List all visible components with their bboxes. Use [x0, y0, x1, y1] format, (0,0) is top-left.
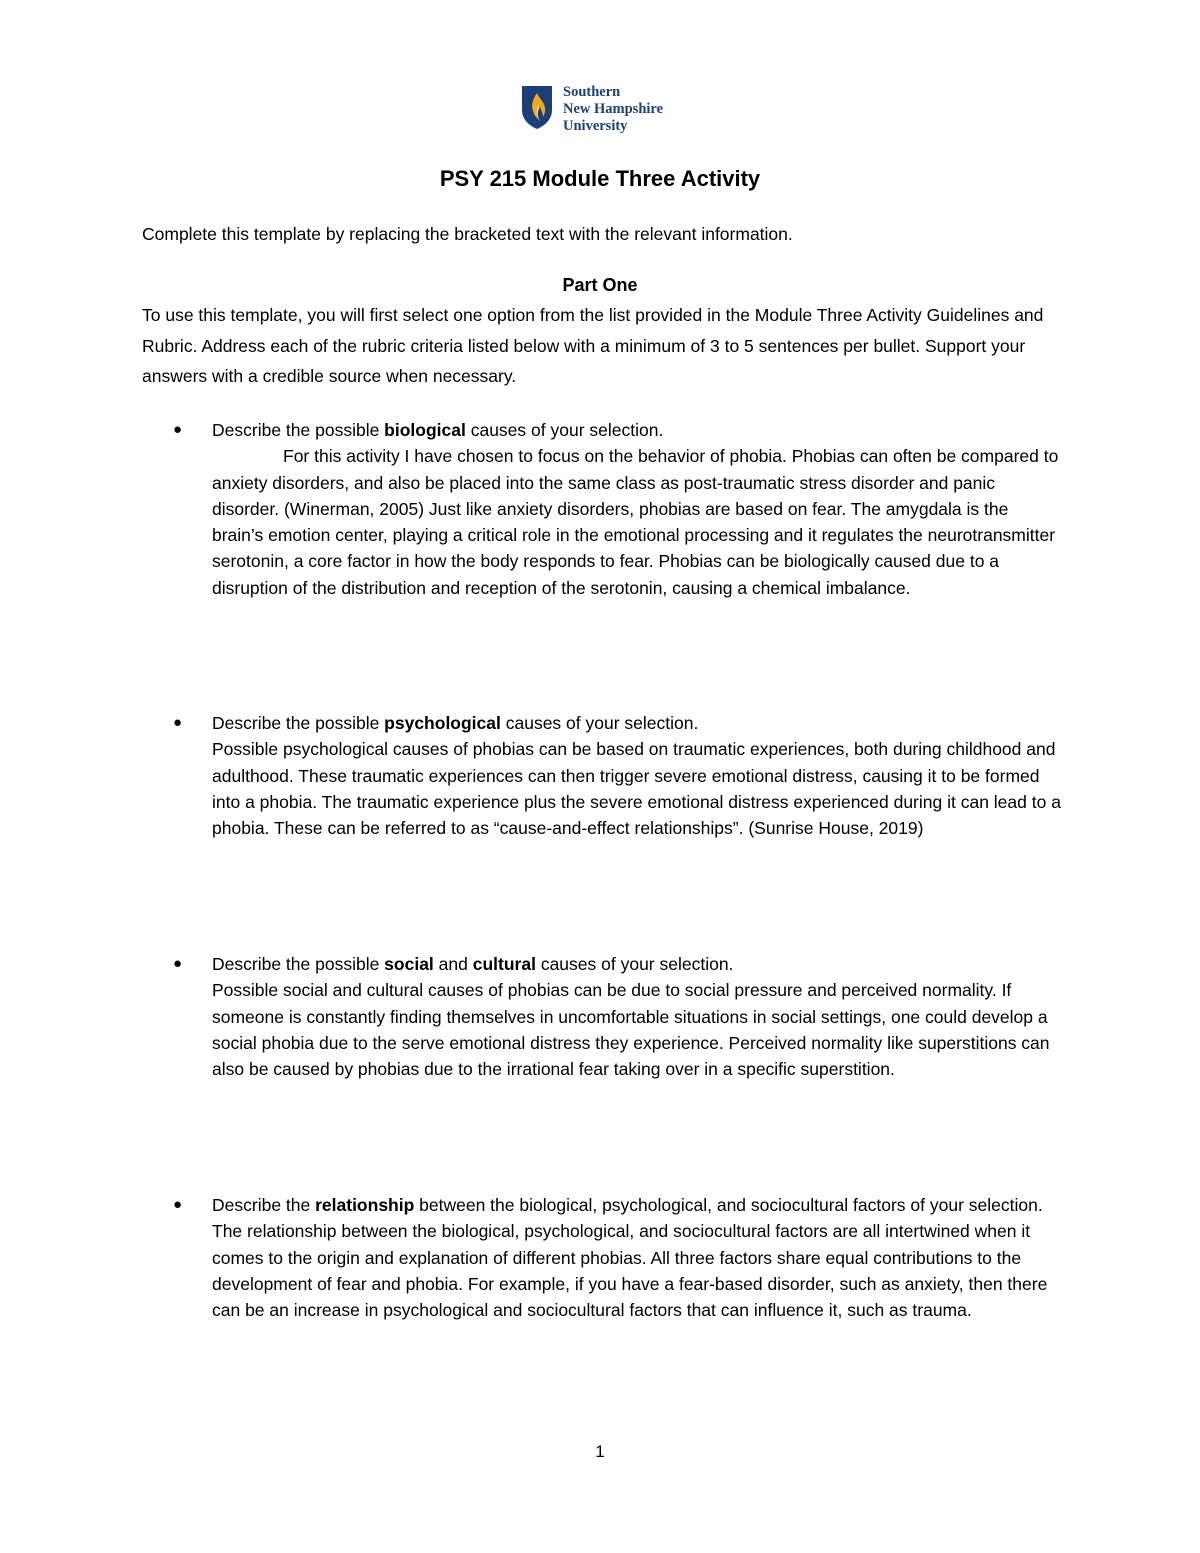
bullet-prompt: Describe the possible social and cultural causes of your selection. — [212, 954, 734, 974]
logo-line-3: University — [563, 118, 628, 134]
bold-keyword: relationship — [315, 1195, 415, 1215]
template-instruction: Complete this template by replacing the bracketed text with the relevant information. — [142, 224, 793, 244]
bold-keyword: psychological — [384, 713, 501, 733]
bullet-biological — [142, 417, 1062, 601]
bullet-icon: ● — [173, 1196, 183, 1213]
part-one-heading: Part One — [562, 275, 638, 295]
bullet-relationship — [142, 1192, 1062, 1323]
bullet-prompt: Describe the possible psychological causes of your selection. — [212, 713, 699, 733]
bullet-social-cultural — [142, 951, 1062, 1082]
logo-line-1: Southern — [563, 84, 621, 100]
logo-line-2: New Hampshire — [563, 101, 664, 117]
bullet-prompt: Describe the relationship between the biological, psychological, and sociocultural factors of your selection. — [212, 1195, 1043, 1215]
bold-keyword: social — [384, 954, 434, 974]
bullet-answer: Possible social and cultural causes of phobias can be due to social pressure and perceived normality. If someone is constantly finding themselves in uncomfortable situations in social settings, one could develop a social phobia due to the serve emotional distress they experience. Perceived normality like superstitions can also be caused by phobias due to the irrational fear taking over in a specific superstition. — [212, 980, 1050, 1080]
shield-flame-icon — [520, 84, 554, 130]
bullet-icon: ● — [173, 714, 183, 731]
page-number: 1 — [595, 1442, 605, 1461]
bullet-icon: ● — [173, 421, 183, 438]
bold-keyword: biological — [384, 420, 466, 440]
document-title: PSY 215 Module Three Activity — [439, 166, 761, 191]
bullet-prompt: Describe the possible biological causes of your selection. — [212, 420, 664, 440]
bullet-answer: Possible psychological causes of phobias can be based on traumatic experiences, both during childhood and adulthood. These traumatic experiences can then trigger severe emotional distress, causing it to be formed into a phobia. The traumatic experience plus the severe emotional distress experienced during it can lead to a phobia. These can be referred to as “cause-and-effect relationships”. (Sunrise House, 2019) — [212, 739, 1061, 839]
part-one-intro: To use this template, you will first select one option from the list provided in the Module Three Activity Guidelines and Rubric. Address each of the rubric criteria listed below with a minimum of 3 to 5 sentences per bullet. Support your answers with a credible source when necessary. — [142, 305, 1044, 386]
bullet-icon: ● — [173, 955, 183, 972]
bold-keyword: cultural — [472, 954, 536, 974]
logo-wordmark — [563, 84, 663, 135]
bullet-answer: For this activity I have chosen to focus on the behavior of phobia. Phobias can often be compared to anxiety disorders, and also be placed into the same class as post-traumatic stress disorder and panic disorder. (Winerman, 2005) Just like anxiety disorders, phobias are based on fear. The amygdala is the brain’s emotion center, playing a critical role in the emotional processing and it regulates the neurotransmitter serotonin, a core factor in how the body responds to fear. Phobias can be biologically caused due to a disruption of the distribution and reception of the serotonin, causing a chemical imbalance. — [212, 446, 1059, 598]
university-logo — [520, 84, 663, 135]
bullet-psychological — [142, 710, 1062, 841]
bullet-answer: The relationship between the biological, psychological, and sociocultural factors are all intertwined when it comes to the origin and explanation of different phobias. All three factors share equal contributions to the development of fear and phobia. For example, if you have a fear-based disorder, such as anxiety, then there can be an increase in psychological and sociocultural factors that can influence it, such as trauma. — [212, 1221, 1048, 1321]
